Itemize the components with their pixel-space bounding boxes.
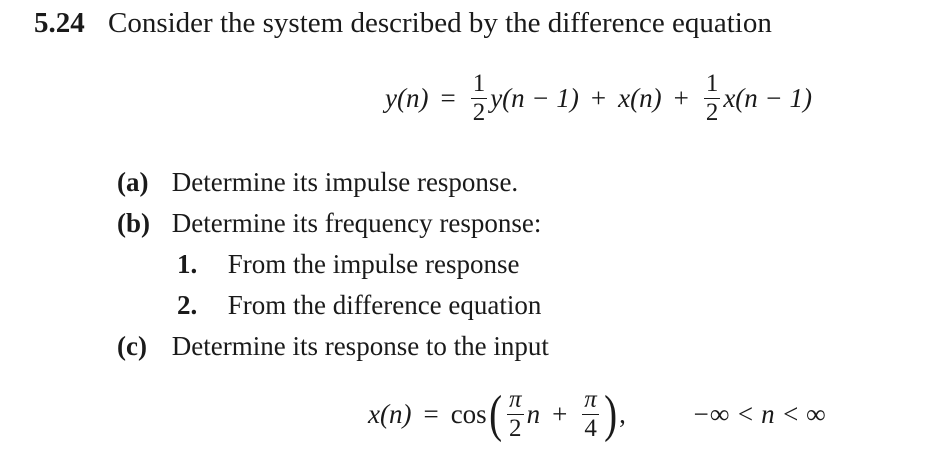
fraction-numerator: π (584, 386, 597, 413)
coefficient-fraction-2 (704, 70, 721, 127)
plus-sign: + (673, 83, 689, 113)
pi-over-2-fraction (507, 386, 524, 443)
fraction-denominator: 2 (509, 415, 522, 442)
input-lhs: x(n) (368, 399, 412, 429)
difference-equation (385, 70, 812, 127)
part-label: (b) (117, 208, 150, 238)
equation-term-x-delayed: x(n − 1) (723, 83, 813, 113)
equation-term-x: x(n) (618, 83, 662, 113)
fraction-denominator: 2 (472, 99, 486, 126)
fraction-numerator: 1 (705, 70, 719, 97)
input-equation (368, 386, 826, 443)
parts-list (117, 162, 549, 367)
plus-sign: + (552, 399, 568, 429)
subpart-label: 2. (177, 290, 198, 320)
subpart-label: 1. (177, 249, 198, 279)
fraction-numerator: π (509, 386, 522, 413)
variable-n: n (526, 399, 541, 429)
cos-function: cos (450, 399, 487, 429)
problem-number: 5.24 (34, 7, 85, 39)
part-text: Determine its impulse response. (171, 167, 519, 197)
open-paren: ( (488, 385, 502, 443)
domain-range: −∞ < n < ∞ (691, 399, 826, 429)
equals-sign: = (423, 399, 439, 429)
problem-header (34, 6, 772, 40)
fraction-numerator: 1 (472, 70, 486, 97)
part-text: Determine its frequency response: (171, 208, 542, 238)
problem-statement: Consider the system described by the difference equation (108, 7, 772, 39)
subpart-1 (117, 244, 549, 285)
subpart-text: From the impulse response (227, 249, 520, 279)
part-label: (c) (117, 331, 147, 361)
pi-over-4-fraction (582, 386, 599, 443)
close-paren: ) (603, 385, 617, 443)
part-label: (a) (117, 167, 149, 197)
part-c (117, 326, 549, 367)
fraction-denominator: 2 (705, 99, 719, 126)
part-a (117, 162, 549, 203)
equals-sign: = (440, 83, 456, 113)
coefficient-fraction-1 (471, 70, 488, 127)
plus-sign: + (590, 83, 607, 113)
part-b (117, 203, 549, 244)
subpart-2 (117, 285, 549, 326)
comma: , (619, 399, 626, 429)
equation-lhs: y(n) (385, 83, 429, 113)
part-text: Determine its response to the input (171, 331, 549, 361)
fraction-denominator: 4 (584, 415, 597, 442)
subpart-text: From the difference equation (227, 290, 542, 320)
equation-term-y-delayed: y(n − 1) (490, 83, 579, 113)
